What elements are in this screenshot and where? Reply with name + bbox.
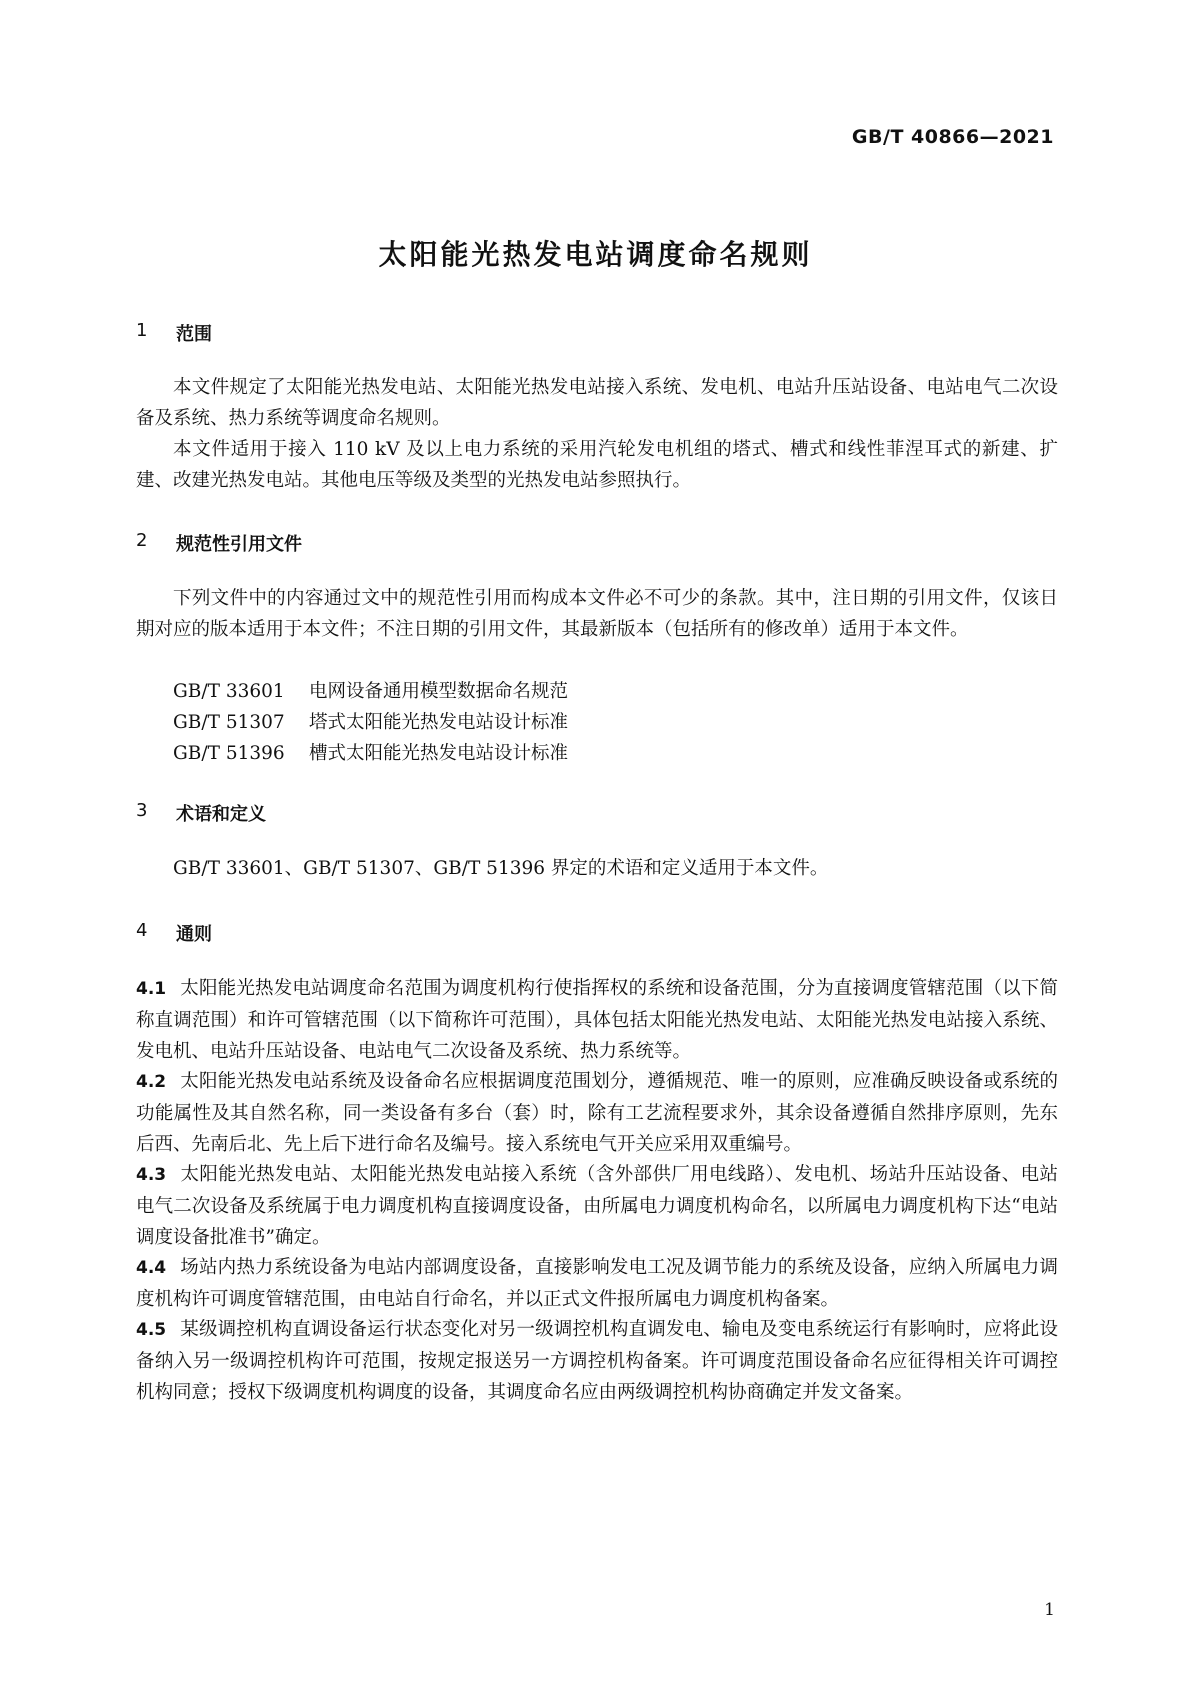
section-heading-2 xyxy=(136,530,302,556)
clause-number: 4.5 xyxy=(136,1320,167,1340)
section-heading-4 xyxy=(136,920,212,946)
reference-item xyxy=(173,738,568,769)
clause-4-1 xyxy=(136,973,1058,1067)
paragraph: 本文件规定了太阳能光热发电站、太阳能光热发电站接入系统、发电机、电站升压站设备、电站电气二次设备及系统、热力系统等调度命名规则。 xyxy=(136,377,1058,429)
reference-item xyxy=(173,707,568,738)
section-number: 4 xyxy=(136,920,148,941)
clause-text: 太阳能光热发电站调度命名范围为调度机构行使指挥权的系统和设备范围，分为直接调度管辖范围（以下简称直调范围）和许可管辖范围（以下简称许可范围），具体包括太阳能光热发电站、太阳能光热发电站接入系统、发电机、电站升压站设备、电站电气二次设备及系统、热力系统等。 xyxy=(136,978,1058,1062)
reference-item xyxy=(173,676,568,707)
clause-text: 太阳能光热发电站、太阳能光热发电站接入系统（含外部供厂用电线路）、发电机、场站升压站设备、电站电气二次设备及系统属于电力调度机构直接调度设备，由所属电力调度机构命名，以所属电力调度机构下达“电站调度设备批准书”确定。 xyxy=(136,1164,1058,1248)
section-title: 规范性引用文件 xyxy=(176,534,302,555)
clause-number: 4.4 xyxy=(136,1258,167,1278)
clause-number: 4.3 xyxy=(136,1165,167,1185)
clause-4-5 xyxy=(136,1314,1058,1408)
section-number: 2 xyxy=(136,530,148,551)
clause-4-4 xyxy=(136,1252,1058,1315)
section-title: 通则 xyxy=(176,924,212,945)
section-title: 范围 xyxy=(176,324,212,345)
reference-name: 槽式太阳能光热发电站设计标准 xyxy=(309,743,569,764)
clause-text: 某级调控机构直调设备运行状态变化对另一级调控机构直调发电、输电及变电系统运行有影响时，应将此设备纳入另一级调控机构许可范围，按规定报送另一方调控机构备案。许可调度范围设备命名应征得相关许可调控机构同意；授权下级调度机构调度的设备，其调度命名应由两级调控机构协商确定并发文备案。 xyxy=(136,1319,1058,1403)
paragraph: 下列文件中的内容通过文中的规范性引用而构成本文件必不可少的条款。其中，注日期的引用文件，仅该日期对应的版本适用于本文件；不注日期的引用文件，其最新版本（包括所有的修改单）适用于本文件。 xyxy=(136,588,1058,640)
reference-code: GB/T 51307 xyxy=(173,712,285,733)
clause-text: 太阳能光热发电站系统及设备命名应根据调度范围划分，遵循规范、唯一的原则，应准确反映设备或系统的功能属性及其自然名称，同一类设备有多台（套）时，除有工艺流程要求外，其余设备遵循自然排序原则，先东后西、先南后北、先上后下进行命名及编号。接入系统电气开关应采用双重编号。 xyxy=(136,1071,1058,1155)
reference-code: GB/T 33601 xyxy=(173,681,285,702)
section-number: 1 xyxy=(136,320,148,341)
paragraph: GB/T 33601、GB/T 51307、GB/T 51396 界定的术语和定义适用于本文件。 xyxy=(173,858,829,879)
clause-number: 4.1 xyxy=(136,979,167,999)
section-title: 术语和定义 xyxy=(176,804,266,825)
standard-number: GB/T 40866—2021 xyxy=(851,126,1054,148)
clause-number: 4.2 xyxy=(136,1072,167,1092)
clause-4-2 xyxy=(136,1066,1058,1160)
clause-4-3 xyxy=(136,1159,1058,1253)
reference-name: 塔式太阳能光热发电站设计标准 xyxy=(309,712,569,733)
clause-text: 场站内热力系统设备为电站内部调度设备，直接影响发电工况及调节能力的系统及设备，应纳入所属电力调度机构许可调度管辖范围，由电站自行命名，并以正式文件报所属电力调度机构备案。 xyxy=(136,1257,1058,1310)
section-heading-3 xyxy=(136,800,266,826)
section-number: 3 xyxy=(136,800,148,821)
reference-name: 电网设备通用模型数据命名规范 xyxy=(309,681,569,702)
document-title: 太阳能光热发电站调度命名规则 xyxy=(378,238,813,271)
section-heading-1 xyxy=(136,320,212,346)
reference-code: GB/T 51396 xyxy=(173,743,285,764)
page-number: 1 xyxy=(1044,1600,1055,1620)
paragraph: 本文件适用于接入 110 kV 及以上电力系统的采用汽轮发电机组的塔式、槽式和线性菲涅耳式的新建、扩建、改建光热发电站。其他电压等级及类型的光热发电站参照执行。 xyxy=(136,439,1058,491)
